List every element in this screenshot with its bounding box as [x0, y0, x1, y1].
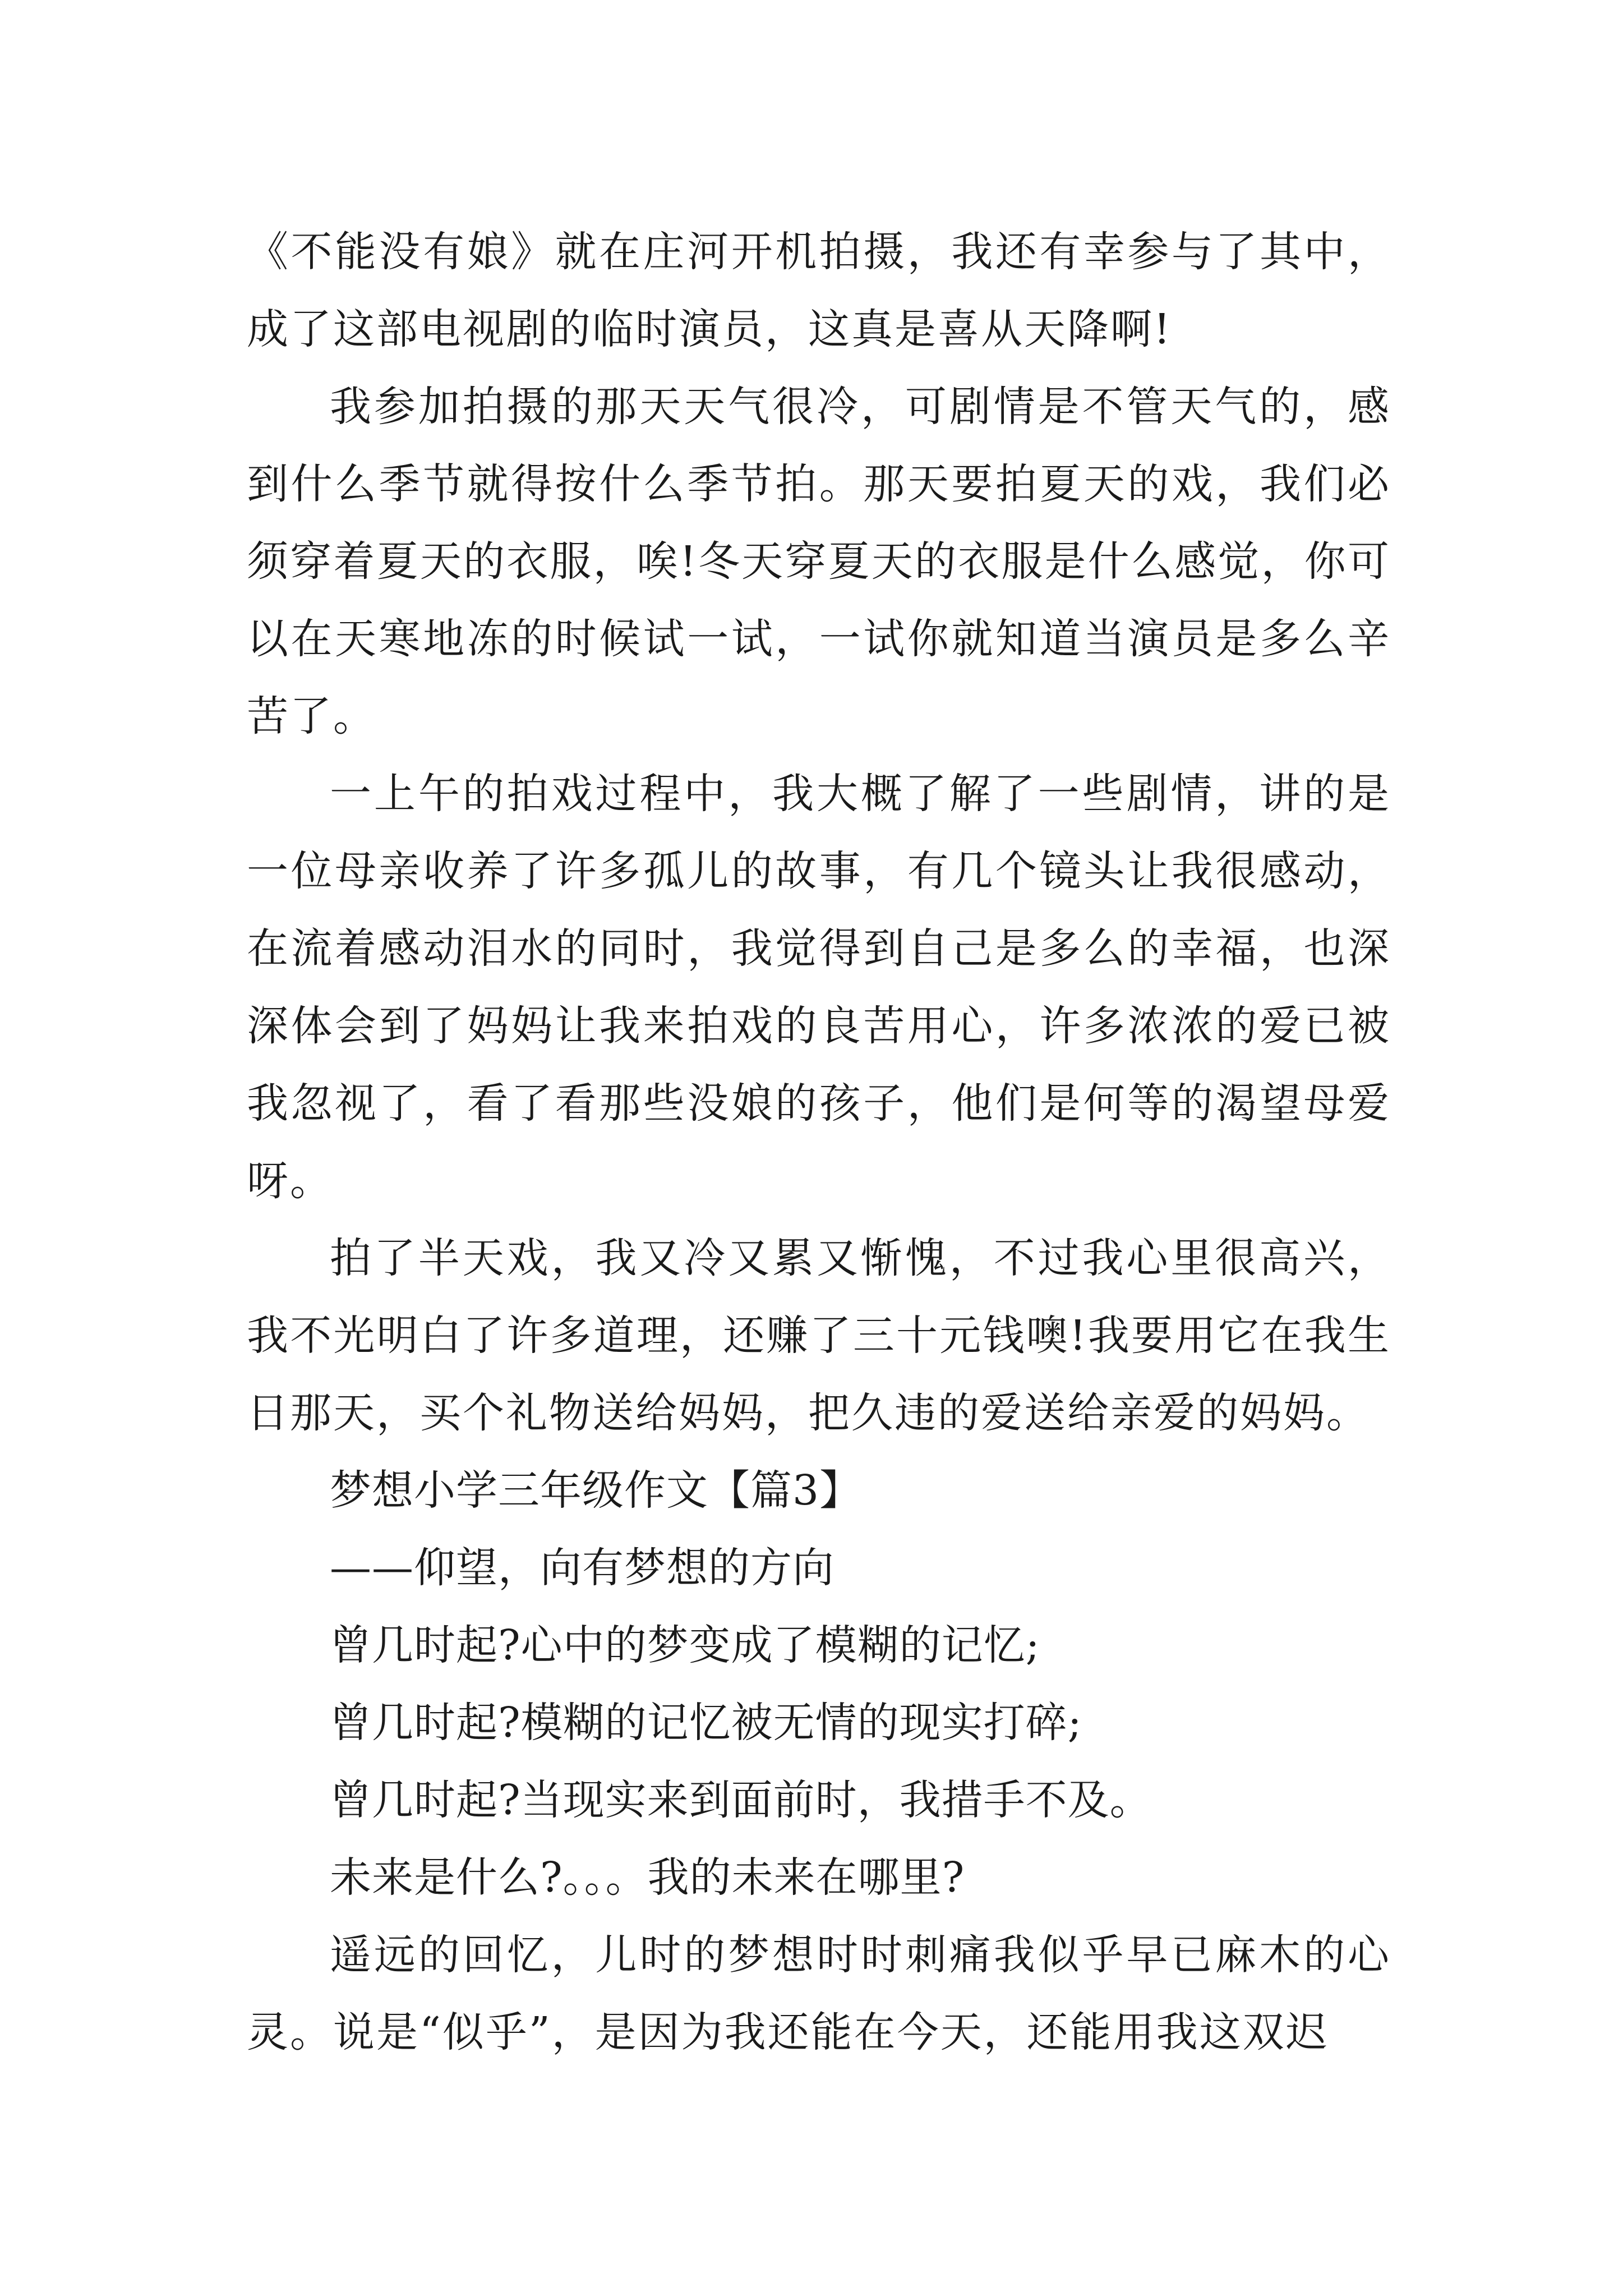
paragraph-3: 一上午的拍戏过程中，我大概了解了一些剧情，讲的是一位母亲收养了许多孤儿的故事，有几个镜头让我很感动，在流着感动泪水的同时，我觉得到自己是多么的幸福，也深深体会到了妈妈让我来拍戏的良苦用心，许多浓浓的爱已被我忽视了，看了看那些没娘的孩子，他们是何等的渴望母爱呀。 [247, 770, 1391, 1205]
paragraph-9: 曾几时起?当现实来到面前时，我措手不及。 [330, 1776, 1152, 1824]
paragraph-7: 曾几时起?心中的梦变成了模糊的记忆; [330, 1621, 1040, 1669]
paragraph-2: 我参加拍摄的那天天气很冷，可剧情是不管天气的，感到什么季节就得按什么季节拍。那天要拍夏天的戏，我们必须穿着夏天的衣服，唉!冬天穿夏天的衣服是什么感觉，你可以在天寒地冻的时候试一试，一试你就知道当演员是多么辛苦了。 [247, 383, 1391, 740]
paragraph-4: 拍了半天戏，我又冷又累又惭愧，不过我心里很高兴，我不光明白了许多道理，还赚了三十元钱噢!我要用它在我生日那天，买个礼物送给妈妈，把久违的爱送给亲爱的妈妈。 [247, 1234, 1391, 1437]
paragraph-11: 遥远的回忆，儿时的梦想时时刺痛我似乎早已麻木的心灵。说是“似乎”，是因为我还能在今天，还能用我这双迟 [247, 1931, 1391, 2056]
document-body [247, 213, 1391, 2071]
paragraph-8: 曾几时起?模糊的记忆被无情的现实打碎; [330, 1699, 1082, 1747]
section-heading: 梦想小学三年级作文【篇3】 [330, 1466, 862, 1515]
subtitle: ——仰望，向有梦想的方向 [330, 1544, 834, 1592]
paragraph-1: 《不能没有娘》就在庄河开机拍摄，我还有幸参与了其中，成了这部电视剧的临时演员，这真是喜从天降啊! [247, 228, 1391, 353]
paragraph-10: 未来是什么?。。。我的未来在哪里? [330, 1853, 965, 1902]
